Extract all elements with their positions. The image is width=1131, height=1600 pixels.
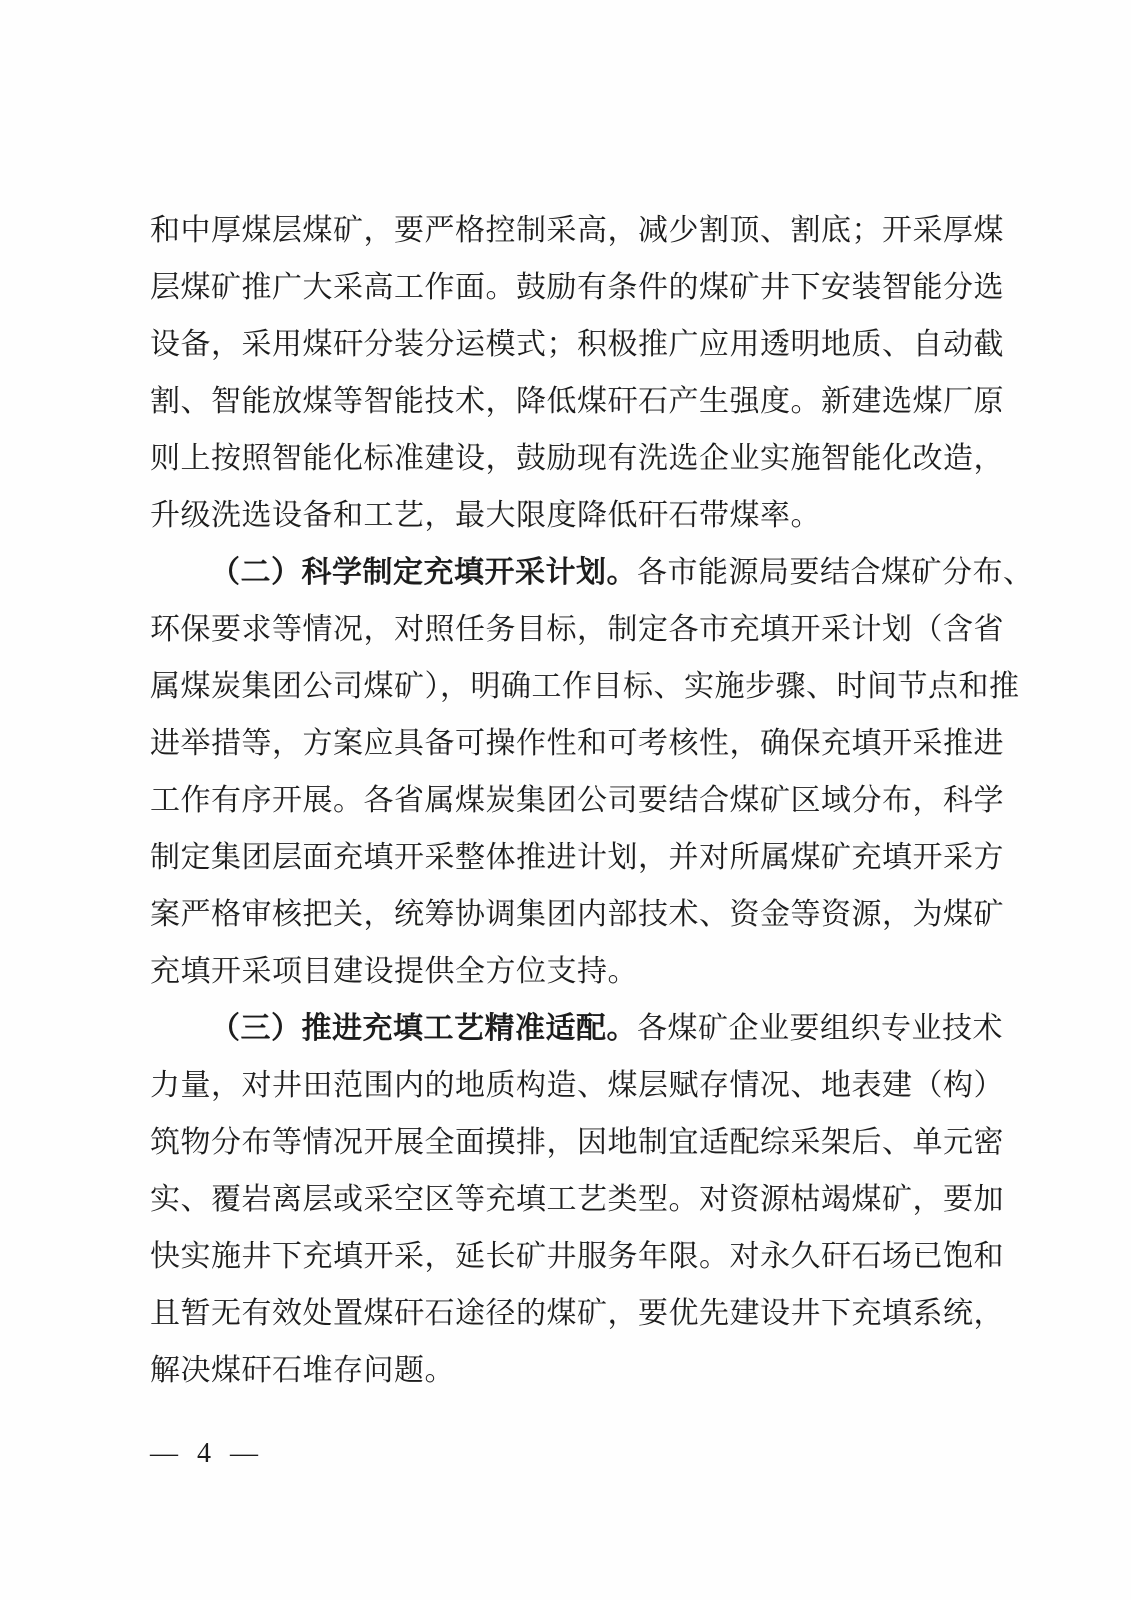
- document-body: [150, 202, 1034, 1399]
- text-line: [150, 943, 986, 1000]
- line-text: 进举措等，方案应具备可操作性和可考核性，确保充填开采推进: [150, 727, 1004, 760]
- line-text: 实、覆岩离层或采空区等充填工艺类型。对资源枯竭煤矿，要加: [150, 1183, 1004, 1216]
- text-line: [150, 601, 1004, 658]
- text-line: [150, 772, 1004, 829]
- line-text: 力量，对井田范围内的地质构造、煤层赋存情况、地表建（构）: [150, 1069, 1004, 1102]
- line-text: 充填开采项目建设提供全方位支持。: [150, 955, 638, 988]
- line-text: 制定集团层面充填开采整体推进计划，并对所属煤矿充填开采方: [150, 841, 1004, 874]
- line-text: 割、智能放煤等智能技术，降低煤矸石产生强度。新建选煤厂原: [150, 385, 1004, 418]
- text-line: [150, 1342, 986, 1399]
- line-text: 则上按照智能化标准建设，鼓励现有洗选企业实施智能化改造，: [150, 442, 1004, 475]
- text-line: [150, 1057, 1004, 1114]
- text-line: [150, 430, 1004, 487]
- line-text: 解决煤矸石堆存问题。: [150, 1354, 455, 1387]
- line-text: 工作有序开展。各省属煤炭集团公司要结合煤矿区域分布，科学: [150, 784, 1004, 817]
- line-text: 属煤炭集团公司煤矿），明确工作目标、实施步骤、时间节点和推: [150, 670, 1020, 703]
- line-text: 且暂无有效处置煤矸石途径的煤矿，要优先建设井下充填系统，: [150, 1297, 1004, 1330]
- line-text: 筑物分布等情况开展全面摸排，因地制宜适配综采架后、单元密: [150, 1126, 1004, 1159]
- line-text: 各市能源局要结合煤矿分布、: [637, 556, 1034, 589]
- paragraph-lead: （三）推进充填工艺精准适配。: [210, 1012, 637, 1045]
- line-text: 设备，采用煤矸分装分运模式；积极推广应用透明地质、自动截: [150, 328, 1004, 361]
- text-line: [150, 1171, 1004, 1228]
- text-line: [150, 487, 986, 544]
- line-text: 升级洗选设备和工艺，最大限度降低矸石带煤率。: [150, 499, 821, 532]
- text-line: [150, 259, 1004, 316]
- line-text: 各煤矿企业要组织专业技术: [637, 1012, 1003, 1045]
- line-text: 和中厚煤层煤矿，要严格控制采高，减少割顶、割底；开采厚煤: [150, 214, 1004, 247]
- line-text: 案严格审核把关，统筹协调集团内部技术、资金等资源，为煤矿: [150, 898, 1004, 931]
- text-line: [150, 1228, 1004, 1285]
- line-text: 快实施井下充填开采，延长矿井服务年限。对永久矸石场已饱和: [150, 1240, 1004, 1273]
- text-line: [150, 715, 1004, 772]
- line-text: 层煤矿推广大采高工作面。鼓励有条件的煤矿井下安装智能分选: [150, 271, 1004, 304]
- text-line: [150, 658, 1020, 715]
- paragraph-lead: （二）科学制定充填开采计划。: [210, 556, 637, 589]
- text-line: [150, 829, 1004, 886]
- text-line: [150, 1114, 1004, 1171]
- text-line: [150, 886, 1004, 943]
- text-line: [150, 316, 1004, 373]
- text-line-section-3-heading: [150, 1000, 1003, 1057]
- line-text: 环保要求等情况，对照任务目标，制定各市充填开采计划（含省: [150, 613, 1004, 646]
- text-line: [150, 373, 1004, 430]
- text-line-section-2-heading: [150, 544, 1034, 601]
- text-line: [150, 1285, 1004, 1342]
- text-line: [150, 202, 1004, 259]
- page-number: — 4 —: [150, 1438, 264, 1469]
